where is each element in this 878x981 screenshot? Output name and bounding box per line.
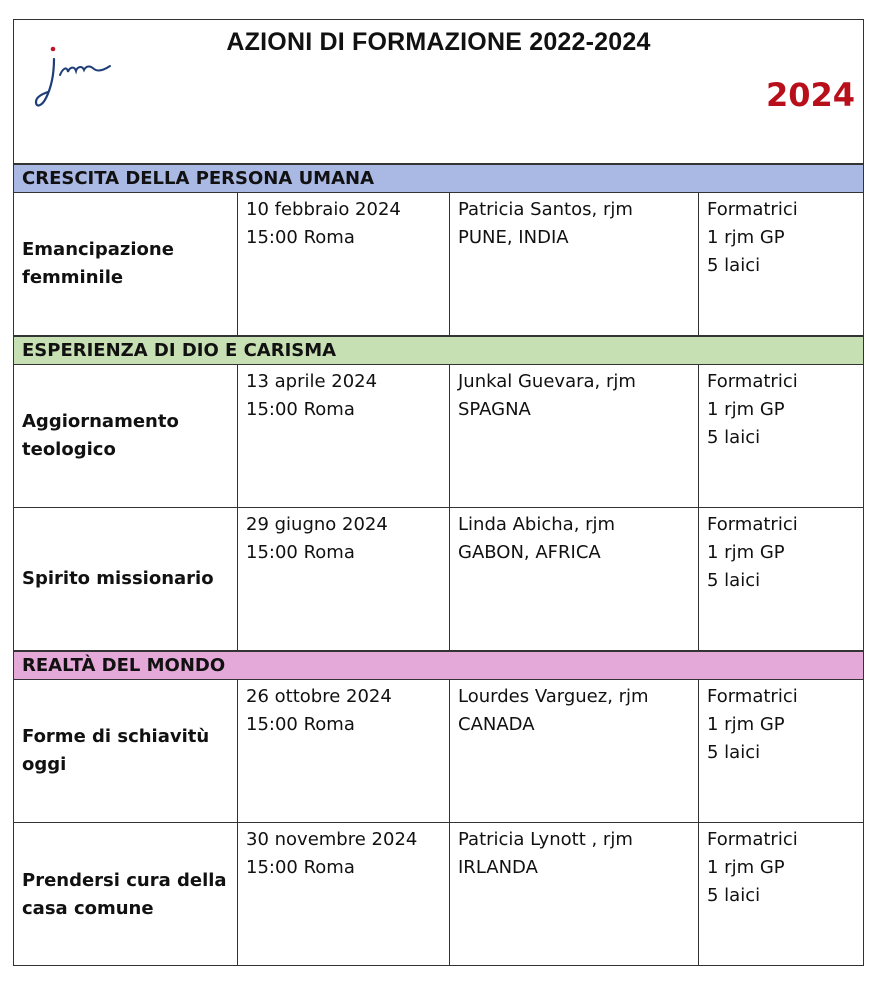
document-header [14, 20, 863, 164]
table-row [14, 508, 863, 651]
date-cell: 30 novembre 2024 15:00 Roma [238, 823, 450, 966]
speaker-cell: Patricia Santos, rjm PUNE, INDIA [450, 193, 699, 335]
speaker-cell: Patricia Lynott , rjm IRLANDA [450, 823, 699, 966]
speaker-cell: Linda Abicha, rjm GABON, AFRICA [450, 508, 699, 650]
date-cell: 26 ottobre 2024 15:00 Roma [238, 680, 450, 822]
topic-cell: Emancipazione femminile [14, 193, 238, 335]
section-header-realta: REALTÀ DEL MONDO [14, 651, 863, 680]
date-cell: 10 febbraio 2024 15:00 Roma [238, 193, 450, 335]
audience-cell: Formatrici 1 rjm GP 5 laici [707, 371, 798, 448]
audience-cell: Formatrici 1 rjm GP 5 laici [707, 829, 798, 906]
audience-cell: Formatrici 1 rjm GP 5 laici [707, 686, 798, 763]
topic-cell: Aggiornamento teologico [14, 365, 238, 507]
section-header-crescita: CRESCITA DELLA PERSONA UMANA [14, 164, 863, 193]
topic-cell: Prendersi cura della casa comune [14, 823, 238, 966]
speaker-cell: Lourdes Varguez, rjm CANADA [450, 680, 699, 822]
topic-cell: Forme di schiavitù oggi [14, 680, 238, 822]
formation-schedule-table [13, 19, 864, 966]
table-row [14, 823, 863, 966]
section-header-esperienza: ESPERIENZA DI DIO E CARISMA [14, 336, 863, 365]
speaker-cell: Junkal Guevara, rjm SPAGNA [450, 365, 699, 507]
table-row [14, 365, 863, 508]
date-cell: 29 giugno 2024 15:00 Roma [238, 508, 450, 650]
audience-cell: Formatrici 1 rjm GP 5 laici [707, 514, 798, 591]
document-title: AZIONI DI FORMAZIONE 2022-2024 [226, 28, 651, 56]
table-row [14, 193, 863, 336]
date-cell: 13 aprile 2024 15:00 Roma [238, 365, 450, 507]
table-row [14, 680, 863, 823]
audience-cell: Formatrici 1 rjm GP 5 laici [707, 199, 798, 276]
year-label: 2024 [765, 76, 855, 114]
topic-cell: Spirito missionario [14, 508, 238, 650]
